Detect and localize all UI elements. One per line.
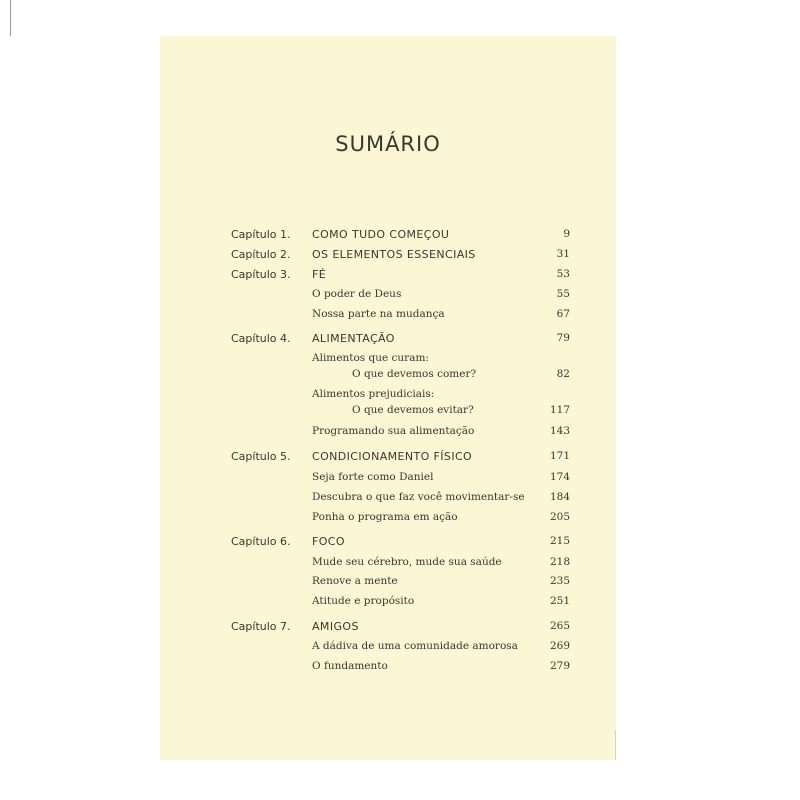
section-title: O que devemos comer?	[352, 368, 477, 380]
toc-section-row	[160, 368, 616, 388]
page-number: 117	[549, 404, 570, 416]
document-page	[160, 36, 616, 760]
section-title: Alimentos que curam:	[312, 352, 429, 364]
page-number: 265	[549, 620, 570, 632]
section-title: Nossa parte na mudança	[312, 308, 445, 320]
page-number: 9	[563, 228, 570, 240]
page-number: 67	[556, 308, 570, 320]
section-title: Atitude e propósito	[312, 595, 415, 607]
section-title: Renove a mente	[312, 575, 398, 587]
toc-chapter-row	[160, 450, 616, 470]
chapter-title: AMIGOS	[312, 620, 359, 633]
page-number: 31	[556, 248, 570, 260]
toc-chapter-row	[160, 620, 616, 640]
page-number: 235	[549, 575, 570, 587]
section-title: Mude seu cérebro, mude sua saúde	[312, 556, 502, 568]
page-number: 184	[549, 491, 570, 503]
chapter-label: Capítulo 4.	[231, 332, 291, 345]
section-title: A dádiva de uma comunidade amorosa	[312, 640, 518, 652]
section-title: Descubra o que faz você movimentar-se	[312, 491, 525, 503]
page-number: 279	[549, 660, 570, 672]
toc-section-row	[160, 556, 616, 576]
section-title: Programando sua alimentação	[312, 425, 475, 437]
toc-section-row	[160, 471, 616, 491]
page-number: 171	[549, 450, 570, 462]
corner-crop-mark	[0, 0, 11, 36]
section-title: O que devemos evitar?	[352, 404, 474, 416]
page-edge-mark	[615, 730, 616, 760]
toc-section-row	[160, 491, 616, 511]
chapter-title: CONDICIONAMENTO FÍSICO	[312, 450, 473, 463]
toc-chapter-row	[160, 332, 616, 352]
page-number: 53	[556, 268, 570, 280]
toc-section-row	[160, 595, 616, 615]
chapter-title: FÉ	[312, 268, 327, 281]
chapter-title: OS ELEMENTOS ESSENCIAIS	[312, 248, 476, 261]
toc-section-row	[160, 425, 616, 445]
page-number: 55	[556, 288, 570, 300]
toc-section-row	[160, 288, 616, 308]
page-number: 174	[549, 471, 570, 483]
section-title: Seja forte como Daniel	[312, 471, 434, 483]
chapter-label: Capítulo 7.	[231, 620, 291, 633]
chapter-title: ALIMENTAÇÃO	[312, 332, 395, 345]
toc-section-row	[160, 575, 616, 595]
section-title: O fundamento	[312, 660, 388, 672]
section-title: Alimentos prejudiciais:	[312, 388, 435, 400]
toc-chapter-row	[160, 248, 616, 268]
chapter-label: Capítulo 1.	[231, 228, 291, 241]
page-number: 143	[549, 425, 570, 437]
toc-chapter-row	[160, 228, 616, 248]
toc-section-row	[160, 511, 616, 531]
page-number: 215	[549, 535, 570, 547]
chapter-title: FOCO	[312, 535, 345, 548]
toc-section-row	[160, 404, 616, 424]
chapter-label: Capítulo 2.	[231, 248, 291, 261]
toc-chapter-row	[160, 535, 616, 555]
toc-section-row	[160, 640, 616, 660]
toc-chapter-row	[160, 268, 616, 288]
page-number: 218	[549, 556, 570, 568]
chapter-label: Capítulo 6.	[231, 535, 291, 548]
toc-section-row	[160, 308, 616, 328]
page-number: 205	[549, 511, 570, 523]
chapter-title: COMO TUDO COMEÇOU	[312, 228, 450, 241]
page-number: 79	[556, 332, 570, 344]
chapter-label: Capítulo 3.	[231, 268, 291, 281]
toc-section-row	[160, 660, 616, 680]
page-number: 251	[549, 595, 570, 607]
section-title: Ponha o programa em ação	[312, 511, 458, 523]
chapter-label: Capítulo 5.	[231, 450, 291, 463]
page-title: SUMÁRIO	[335, 132, 441, 156]
section-title: O poder de Deus	[312, 288, 402, 300]
page-number: 269	[549, 640, 570, 652]
page-number: 82	[556, 368, 570, 380]
